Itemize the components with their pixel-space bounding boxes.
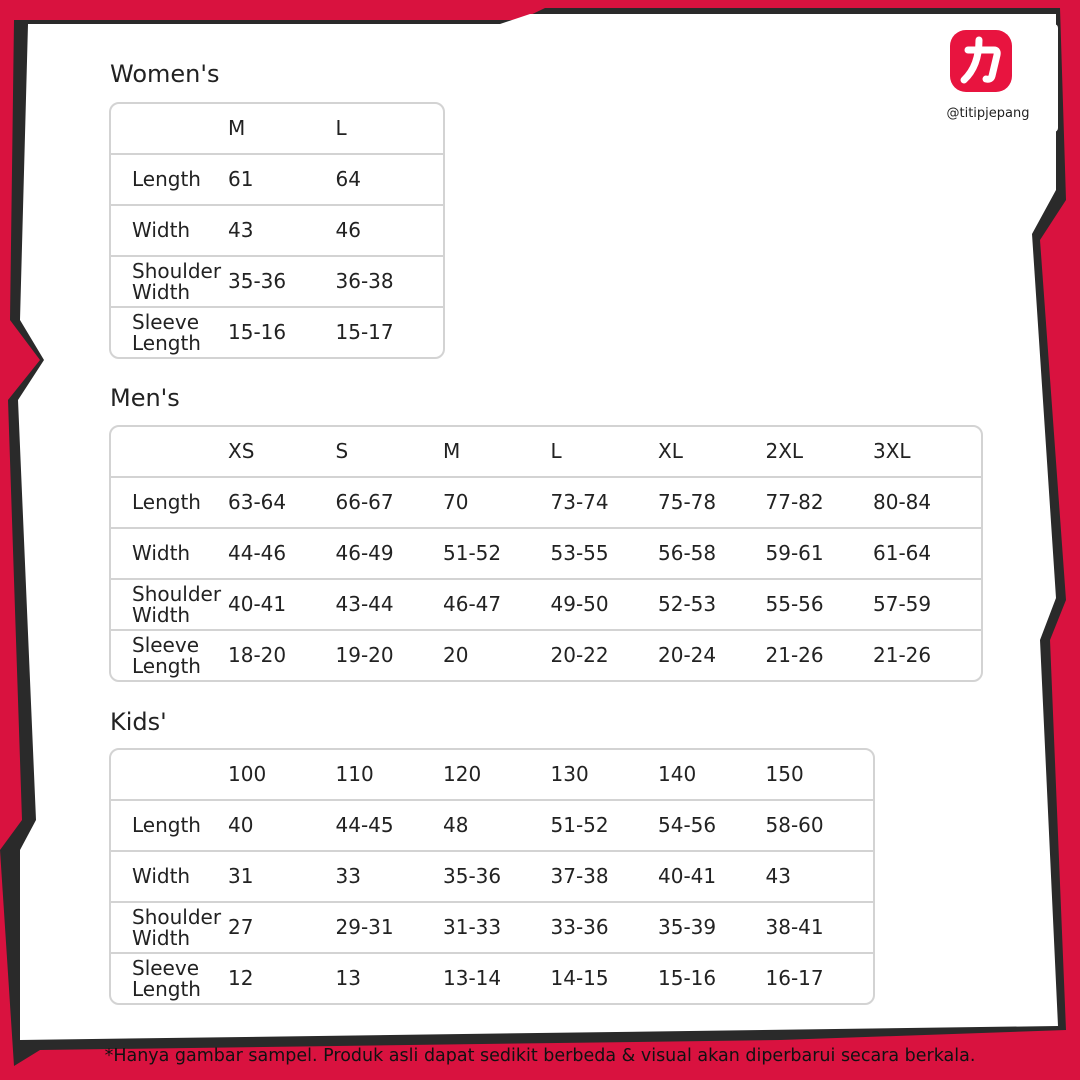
size-header: 130: [551, 750, 659, 801]
measurement-value: 48: [443, 801, 551, 852]
measurement-label: Width: [111, 852, 228, 903]
measurement-value: 35-36: [228, 257, 336, 308]
table-row: [111, 308, 443, 357]
size-header: 2XL: [766, 427, 874, 478]
size-header: 150: [766, 750, 874, 801]
size-header: 120: [443, 750, 551, 801]
measurement-value: 31-33: [443, 903, 551, 954]
measurement-value: 31: [228, 852, 336, 903]
measurement-label: Shoulder Width: [111, 580, 228, 631]
table-row: [111, 631, 981, 680]
measurement-value: 52-53: [658, 580, 766, 631]
measurement-value: 15-16: [228, 320, 287, 344]
mens-size-table: [109, 425, 983, 682]
table-row: [111, 580, 981, 631]
measurement-label: Length: [111, 155, 228, 206]
table-row: [111, 529, 981, 580]
measurement-value: 73-74: [551, 478, 659, 529]
table-row: [111, 903, 873, 954]
measurement-value: 21-26: [765, 643, 824, 667]
measurement-value: 16-17: [765, 966, 824, 990]
measurement-value: 43: [766, 852, 874, 903]
measurement-value: 44-46: [228, 529, 336, 580]
measurement-value: 80-84: [873, 478, 981, 529]
measurement-value: 57-59: [873, 580, 981, 631]
measurement-label: Width: [111, 206, 228, 257]
measurement-value: 61: [228, 155, 336, 206]
measurement-value: 59-61: [766, 529, 874, 580]
mens-title: Men's: [110, 384, 180, 412]
table-row: [111, 257, 443, 308]
measurement-value: 13-14: [443, 966, 502, 990]
measurement-value: 15-16: [658, 966, 717, 990]
measurement-value: 18-20: [228, 643, 287, 667]
measurement-value: 40-41: [658, 852, 766, 903]
measurement-value: 20-24: [658, 643, 717, 667]
measurement-label: Width: [111, 529, 228, 580]
measurement-value: 38-41: [766, 903, 874, 954]
measurement-value: 27: [228, 903, 336, 954]
brand-handle: @titipjepang: [946, 106, 1030, 121]
measurement-value: 51-52: [443, 529, 551, 580]
measurement-value: 56-58: [658, 529, 766, 580]
measurement-value: 53-55: [551, 529, 659, 580]
womens-size-table: [109, 102, 445, 359]
header-row: [111, 750, 873, 801]
measurement-value: 29-31: [336, 903, 444, 954]
measurement-label: Length: [111, 801, 228, 852]
size-header: L: [551, 427, 659, 478]
measurement-label: Length: [111, 478, 228, 529]
header-row: [111, 427, 981, 478]
corner-cell: [111, 104, 228, 155]
measurement-value: 20-22: [550, 643, 609, 667]
measurement-value: 15-17: [335, 320, 394, 344]
corner-cell: [111, 427, 228, 478]
measurement-value: 40-41: [228, 580, 336, 631]
brand-logo-icon: [950, 30, 1012, 92]
measurement-value: 75-78: [658, 478, 766, 529]
measurement-label: Sleeve Length: [132, 632, 201, 678]
measurement-value: 35-39: [658, 903, 766, 954]
measurement-value: 46-47: [443, 580, 551, 631]
size-header: L: [336, 104, 444, 155]
measurement-value: 35-36: [443, 852, 551, 903]
measurement-value: 55-56: [766, 580, 874, 631]
size-header: XS: [228, 427, 336, 478]
brand-logo: [918, 24, 1058, 132]
size-header: M: [228, 104, 336, 155]
kids-size-table: [109, 748, 875, 1005]
measurement-value: 66-67: [336, 478, 444, 529]
measurement-value: 43: [228, 206, 336, 257]
corner-cell: [111, 750, 228, 801]
measurement-value: 19-20: [335, 643, 394, 667]
table-row: [111, 206, 443, 257]
measurement-value: 14-15: [550, 966, 609, 990]
measurement-value: 61-64: [873, 529, 981, 580]
size-header: 3XL: [873, 427, 981, 478]
table-row: [111, 155, 443, 206]
measurement-value: 54-56: [658, 801, 766, 852]
table-row: [111, 801, 873, 852]
measurement-value: 33: [336, 852, 444, 903]
size-header: 100: [228, 750, 336, 801]
measurement-value: 77-82: [766, 478, 874, 529]
measurement-value: 64: [336, 155, 444, 206]
measurement-label: Sleeve Length: [132, 955, 201, 1001]
size-header: M: [443, 427, 551, 478]
measurement-value: 13: [335, 966, 361, 990]
size-header: 110: [336, 750, 444, 801]
measurement-label: Sleeve Length: [132, 309, 201, 355]
measurement-value: 40: [228, 801, 336, 852]
measurement-value: 12: [228, 966, 254, 990]
footer-disclaimer: *Hanya gambar sampel. Produk asli dapat sedikit berbeda & visual akan diperbarui secara berkala.: [104, 1046, 976, 1066]
measurement-value: 36-38: [336, 257, 444, 308]
table-row: [111, 954, 873, 1003]
measurement-label: Shoulder Width: [111, 257, 228, 308]
measurement-value: 70: [443, 478, 551, 529]
header-row: [111, 104, 443, 155]
table-row: [111, 852, 873, 903]
measurement-value: 63-64: [228, 478, 336, 529]
measurement-value: 44-45: [336, 801, 444, 852]
measurement-value: 20: [443, 643, 469, 667]
measurement-value: 21-26: [873, 643, 932, 667]
size-header: S: [336, 427, 444, 478]
size-header: XL: [658, 427, 766, 478]
measurement-value: 33-36: [551, 903, 659, 954]
measurement-value: 51-52: [551, 801, 659, 852]
measurement-value: 49-50: [551, 580, 659, 631]
womens-title: Women's: [110, 60, 220, 88]
measurement-value: 58-60: [766, 801, 874, 852]
measurement-value: 43-44: [336, 580, 444, 631]
kids-title: Kids': [110, 708, 167, 736]
measurement-value: 46: [336, 206, 444, 257]
size-header: 140: [658, 750, 766, 801]
measurement-value: 37-38: [551, 852, 659, 903]
table-row: [111, 478, 981, 529]
measurement-value: 46-49: [336, 529, 444, 580]
measurement-label: Shoulder Width: [111, 903, 228, 954]
